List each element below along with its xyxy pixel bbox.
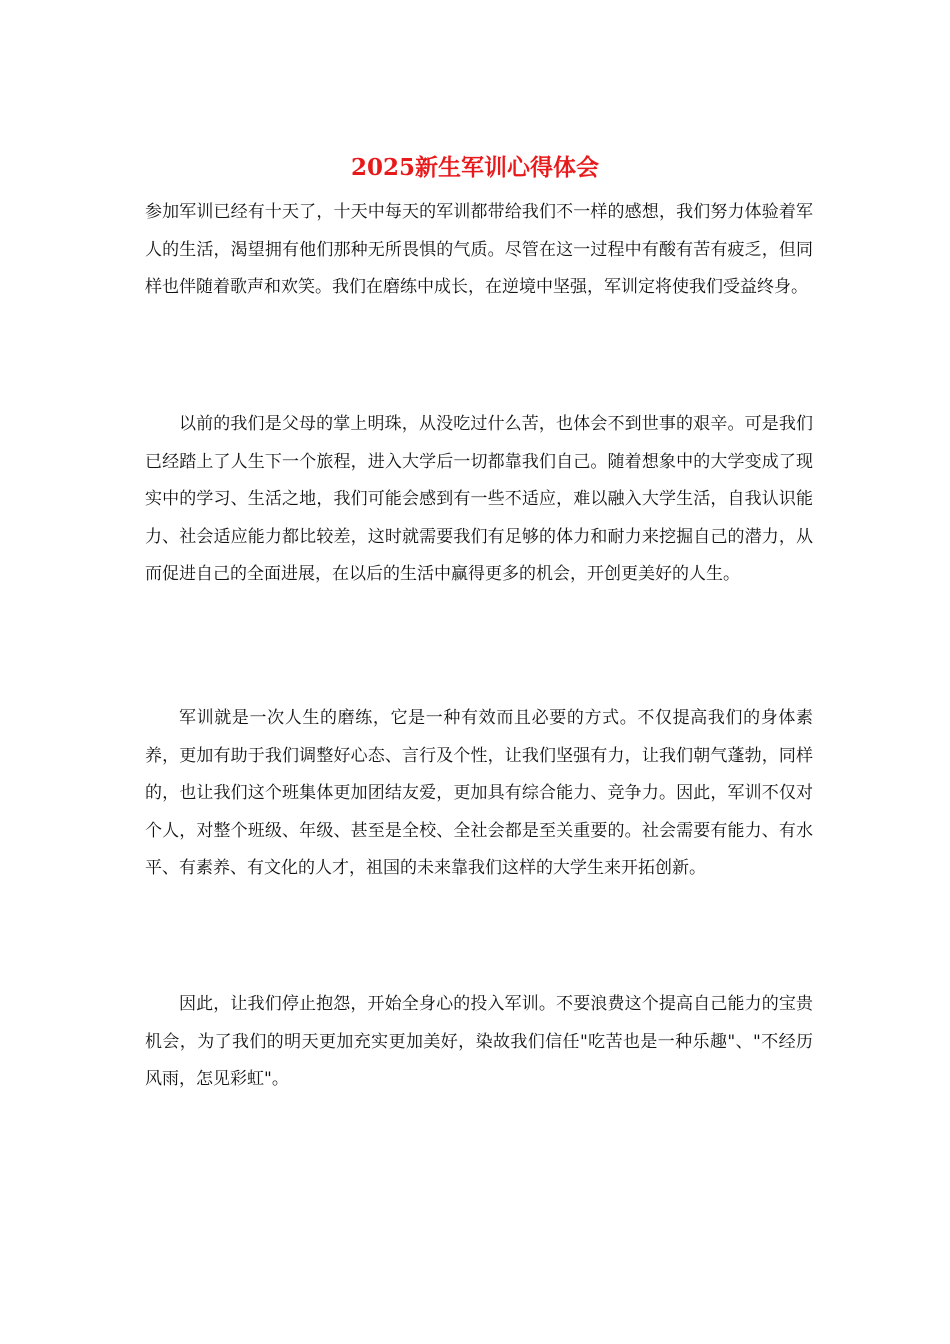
paragraph-4: 因此，让我们停止抱怨，开始全身心的投入军训。不要浪费这个提高自己能力的宝贵机会，为了我们的明天更加充实更加美好，染故我们信任"吃苦也是一种乐趣"、"不经历风雨，怎见彩虹"。 [145,994,813,1089]
paragraph-1: 参加军训已经有十天了，十天中每天的军训都带给我们不一样的感想，我们努力体验着军人的生活，渴望拥有他们那种无所畏惧的气质。尽管在这一过程中有酸有苦有疲乏，但同样也伴随着歌声和欢笑。我们在磨练中成长，在逆境中坚强，军训定将使我们受益终身。 [145,202,813,297]
page-title: 2025新生军训心得体会 [350,154,599,181]
paragraph-2: 以前的我们是父母的掌上明珠，从没吃过什么苦，也体会不到世事的艰辛。可是我们已经踏上了人生下一个旅程，进入大学后一切都靠我们自己。随着想象中的大学变成了现实中的学习、生活之地，我们可能会感到有一些不适应，难以融入大学生活，自我认识能力、社会适应能力都比较差，这时就需要我们有足够的体力和耐力来挖掘自己的潜力，从而促进自己的全面进展，在以后的生活中赢得更多的机会，开创更美好的人生。 [145,414,813,584]
paragraph-3: 军训就是一次人生的磨练，它是一种有效而且必要的方式。不仅提高我们的身体素养，更加有助于我们调整好心态、言行及个性，让我们坚强有力，让我们朝气蓬勃，同样的，也让我们这个班集体更加团结友爱，更加具有综合能力、竞争力。因此，军训不仅对个人，对整个班级、年级、甚至是全校、全社会都是至关重要的。社会需要有能力、有水平、有素养、有文化的人才，祖国的未来靠我们这样的大学生来开拓创新。 [145,708,813,878]
